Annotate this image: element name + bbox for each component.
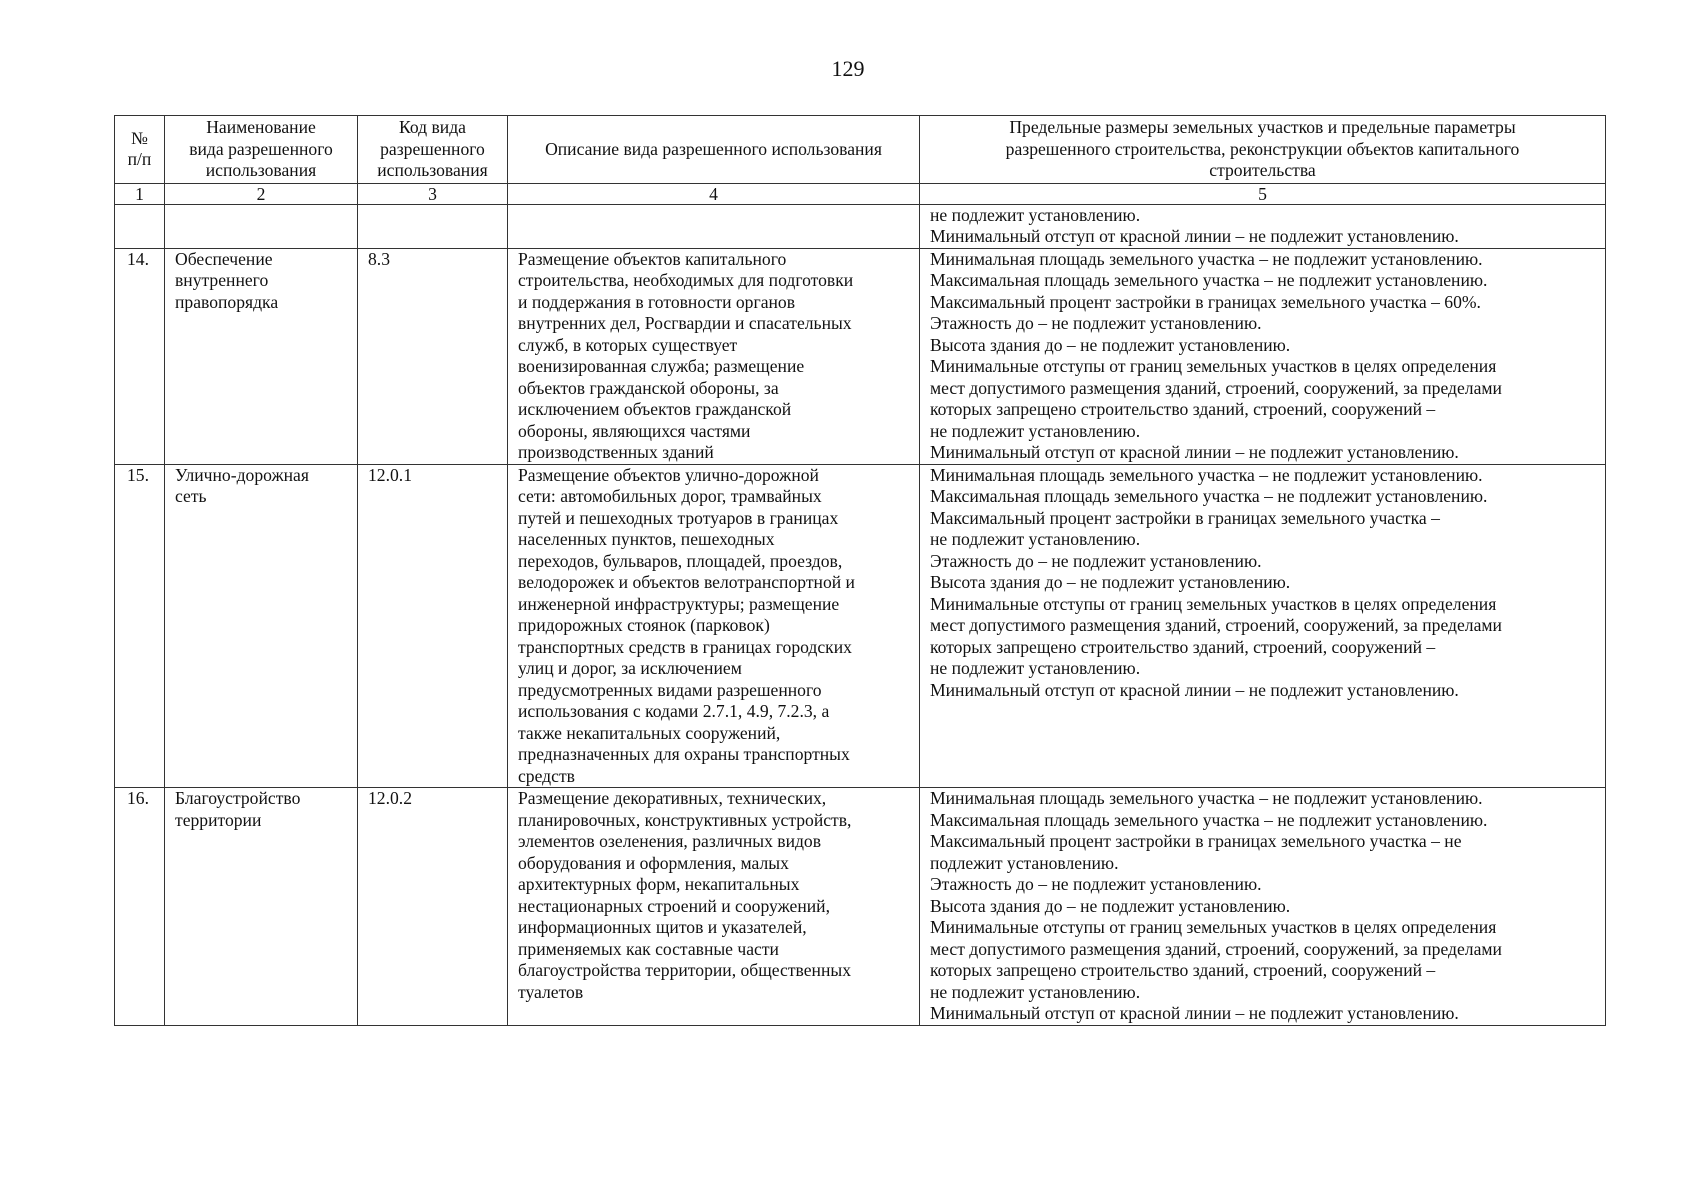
use-description: Размещение объектов улично-дорожной сети: автомобильных дорог, трамвайных путей и пешеходных тротуаров в границах населенных пунктов, пешеходных переходов, бульваров, площадей, проездов, велодорожек и объектов велотранспортной и инженерной инфраструктуры; размещение придорожных стоянок (парковок) транспортных средств в границах городских улиц и дорог, за исключением предусмотренных видами разрешенного использования с кодами 2.7.1, 4.9, 7.2.3, а также некапитальных сооружений, предназначенных для охраны транспортных средств (508, 464, 920, 788)
table-row (115, 248, 1606, 464)
table-row (115, 788, 1606, 1026)
page-number: 129 (831, 56, 865, 81)
use-name: Благоустройство территории (165, 788, 358, 1026)
row-number (115, 204, 165, 248)
table-header-row (115, 116, 1606, 184)
use-code: 8.3 (358, 248, 508, 464)
use-code: 12.0.2 (358, 788, 508, 1026)
column-number: 5 (920, 183, 1606, 204)
column-number: 2 (165, 183, 358, 204)
column-number: 4 (508, 183, 920, 204)
column-number: 3 (358, 183, 508, 204)
use-code: 12.0.1 (358, 464, 508, 788)
use-limits: не подлежит установлению. Минимальный отступ от красной линии – не подлежит установлению. (920, 204, 1606, 248)
use-name: Обеспечение внутреннего правопорядка (165, 248, 358, 464)
header-description: Описание вида разрешенного использования (508, 116, 920, 184)
row-number: 16. (115, 788, 165, 1026)
header-number: № п/п (115, 116, 165, 184)
use-limits: Минимальная площадь земельного участка – не подлежит установлению. Максимальная площадь земельного участка – не подлежит установлению. Максимальный процент застройки в границах земельного участка – 60%. Этажность до – не подлежит установлению. Высота здания до – не подлежит установлению. Минимальные отступы от границ земельных участков в целях определения мест допустимого размещения зданий, строений, сооружений, за пределами которых запрещено строительство зданий, строений, сооружений – не подлежит установлению. Минимальный отступ от красной линии – не подлежит установлению. (920, 248, 1606, 464)
header-name: Наименование вида разрешенного использования (165, 116, 358, 184)
use-description: Размещение объектов капитального строительства, необходимых для подготовки и поддержания в готовности органов внутренних дел, Росгвардии и спасательных служб, в которых существует военизированная служба; размещение объектов гражданской обороны, за исключением объектов гражданской обороны, являющихся частями производственных зданий (508, 248, 920, 464)
use-name (165, 204, 358, 248)
header-code: Код вида разрешенного использования (358, 116, 508, 184)
column-number-row (115, 183, 1606, 204)
use-code (358, 204, 508, 248)
land-use-table (114, 115, 1606, 1026)
row-number: 15. (115, 464, 165, 788)
use-description (508, 204, 920, 248)
column-number: 1 (115, 183, 165, 204)
table-row (115, 204, 1606, 248)
use-name: Улично-дорожная сеть (165, 464, 358, 788)
use-limits: Минимальная площадь земельного участка – не подлежит установлению. Максимальная площадь земельного участка – не подлежит установлению. Максимальный процент застройки в границах земельного участка – не подлежит установлению. Этажность до – не подлежит установлению. Высота здания до – не подлежит установлению. Минимальные отступы от границ земельных участков в целях определения мест допустимого размещения зданий, строений, сооружений, за пределами которых запрещено строительство зданий, строений, сооружений – не подлежит установлению. Минимальный отступ от красной линии – не подлежит установлению. (920, 464, 1606, 788)
header-limits: Предельные размеры земельных участков и предельные параметры разрешенного строительства, реконструкции объектов капитального строительства (920, 116, 1606, 184)
use-description: Размещение декоративных, технических, планировочных, конструктивных устройств, элементов озеленения, различных видов оборудования и оформления, малых архитектурных форм, некапитальных нестационарных строений и сооружений, информационных щитов и указателей, применяемых как составные части благоустройства территории, общественных туалетов (508, 788, 920, 1026)
use-limits: Минимальная площадь земельного участка – не подлежит установлению. Максимальная площадь земельного участка – не подлежит установлению. Максимальный процент застройки в границах земельного участка – не подлежит установлению. Этажность до – не подлежит установлению. Высота здания до – не подлежит установлению. Минимальные отступы от границ земельных участков в целях определения мест допустимого размещения зданий, строений, сооружений, за пределами которых запрещено строительство зданий, строений, сооружений – не подлежит установлению. Минимальный отступ от красной линии – не подлежит установлению. (920, 788, 1606, 1026)
table-row (115, 464, 1606, 788)
row-number: 14. (115, 248, 165, 464)
